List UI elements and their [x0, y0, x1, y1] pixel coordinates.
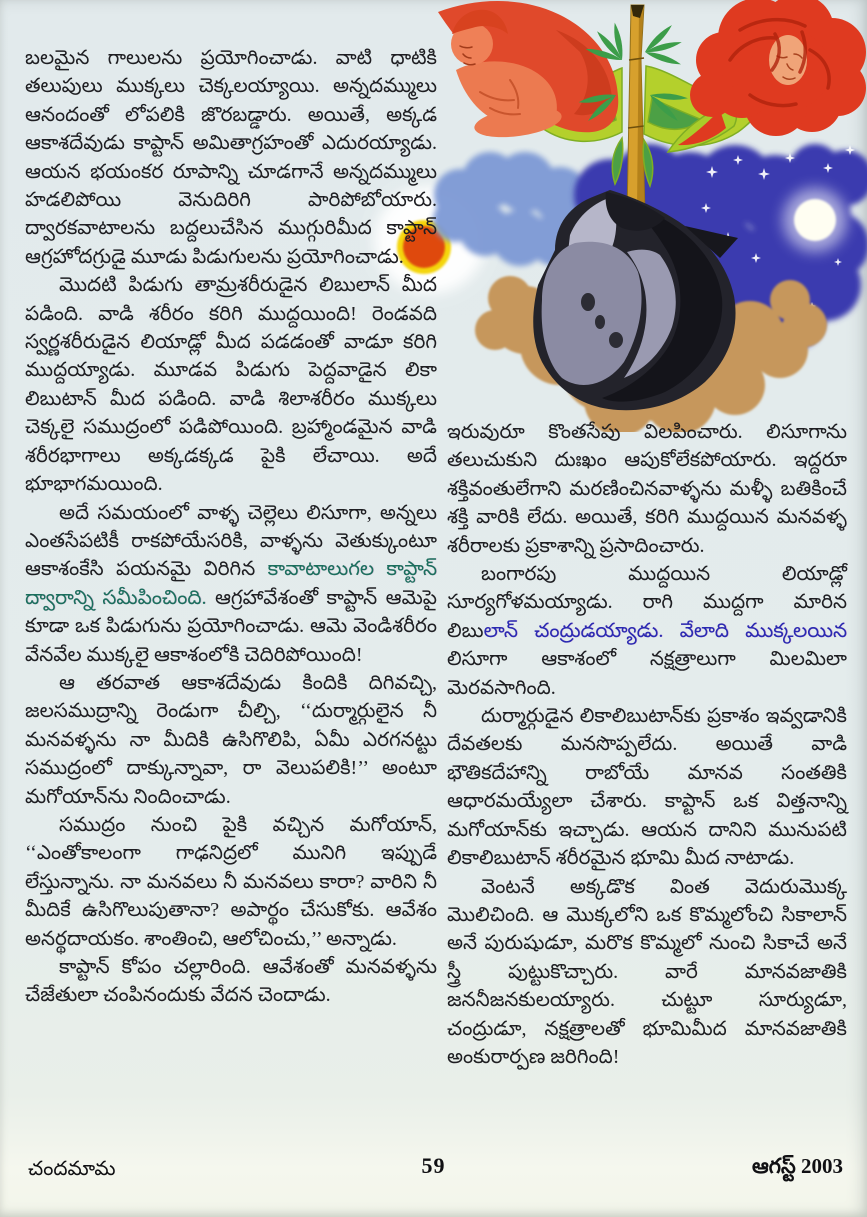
story-paragraph: వెంటనే అక్కడొక వింత వెదురుమొక్క మొలిచింది. ఆ మొక్కలోని ఒక కొమ్మలోంచి సికాలాన్ అనే పురుషుడూ, మరొక కొమ్మలో నుంచి సికాచే అనే స్త్రీ పుట్టుకొచ్చారు. వారే మానవజాతికి జననీజనకులయ్యారు. చుట్టూ సూర్యుడూ, చంద్రుడూ, నక్షత్రాలతో భూమిమీద మానవజాతికి అంకురార్పణ జరిగింది! — [447, 875, 847, 1068]
story-paragraph — [447, 560, 847, 702]
issue-date: ఆగస్ట్ 2003 — [752, 1154, 843, 1178]
story-paragraph — [25, 499, 437, 669]
footer — [0, 1150, 867, 1190]
sea-mother-figure — [678, 0, 866, 145]
story-paragraph: కాప్టాన్ కోపం చల్లారింది. ఆవేశంతో మనవళ్ళను చేజేతులా చంపినందుకు వేదన చెందాడు. — [25, 956, 437, 1007]
story-paragraph: బలమైన గాలులను ప్రయోగించాడు. వాటి ధాటికి తలుపులు ముక్కలు చెక్కలయ్యాయి. అన్నదమ్ములు ఆనందంతో లోపలికి జొరబడ్డారు. అయితే, అక్కడ ఆకాశదేవుడు కాప్టాన్ అమితాగ్రహంతో ఎదురయ్యాడు. ఆయన భయంకర రూపాన్ని చూడగానే అన్నదమ్ములు హడలిపోయి వెనుదిరిగి పారిపోబోయారు. ద్వారకవాటాలను బద్దలుచేసిన ముగ్గురిమీద కాప్టాన్ ఆగ్రహోదగ్రుడై మూడు పిడుగులను ప్రయోగించాడు. — [25, 47, 437, 268]
moon-icon — [783, 188, 847, 252]
story-paragraph: మొదటి పిడుగు తామ్రశరీరుడైన లిబులాన్ మీద పడింది. వాడి శరీరం కరిగి ముద్దయింది! రెండవది స్వర్ణశరీరుడైన లియాడ్లో మీద పడడంతో వాడూ కరిగి ముద్దయ్యాడు. మూడవ పిడుగు పెద్దవాడైన లికా లిబుటాన్ మీద పడింది. వాడి శిలాశరీరం ముక్కలు చెక్కలై సముద్రంలో పడిపోయింది. బ్రహ్మాండమైన వాడి శరీరభాగాలు అక్కడక్కడ పైకి లేచాయి. అదే భూభాగమయింది. — [25, 274, 437, 496]
paragraph-text: లిసూగా ఆకాశంలో నక్షత్రాలుగా మిలమిలా మెరవసాగింది. — [447, 648, 847, 699]
magazine-name: చందమామ — [28, 1158, 116, 1180]
sky-father-figure — [438, 1, 618, 142]
paragraph-text-tinted: లాన్ చంద్రుడయ్యాడు. వేలాది ముక్కలయిన — [483, 619, 847, 642]
story-paragraph: ఇరువురూ కొంతసేపు విలపించారు. లిసూగాను తలుచుకుని దుఃఖం ఆపుకోలేకపోయారు. ఇద్దరూ శక్తివంతులేగాని మరణించినవాళ్ళను మళ్ళీ బతికించే శక్తి వారికి లేదు. అయితే, కరిగి ముద్దయిన మనవళ్ళ శరీరాలకు ప్రకాశాన్ని ప్రసాదించారు. — [447, 421, 847, 557]
text-column-right — [447, 418, 847, 1071]
paragraph-text: ఆగ్రహావేశంతో కాప్టాన్ ఆమెపై కూడా ఒక పిడుగును ప్రయోగించాడు. ఆమె వెండిశరీరం వేనవేల ముక్కలై ఆకాశంలోకి చెదిరిపోయింది! — [25, 586, 437, 666]
paragraph-text-tinted: కావాటాలుగల కాప్టాన్ ద్వారాన్ని సమీపించింది. — [25, 558, 438, 609]
paragraph-text: బంగారపు ముద్దయిన లియాడ్లో సూర్యగోళమయ్యాడు. రాగి ముద్దగా మారిన లిబు — [447, 563, 847, 642]
bamboo-stalk — [627, 5, 645, 215]
text-column-left — [25, 44, 437, 1010]
page-number: 59 — [421, 1153, 446, 1178]
story-paragraph: సముద్రం నుంచి పైకి వచ్చిన మగోయాన్, ‘‘ఎంతోకాలంగా గాఢనిద్రలో మునిగి ఇప్పుడే లేస్తున్నాను. నా మనవలు నీ మనవలు కారా? వారిని నీ మీదికే ఉసిగొలుపుతానా? అపార్థం చేసుకోకు. ఆవేశం అనర్థదాయకం. శాంతించి, ఆలోచించు,’’ అన్నాడు. — [25, 813, 437, 950]
story-paragraph: దుర్మార్గుడైన లికాలిబుటాన్‌కు ప్రకాశం ఇవ్వడానికి దేవతలకు మనసొప్పలేదు. అయితే వాడి భౌతికదేహాన్ని రాబోయే మానవ సంతతికి ఆధారమయ్యేలా చేశారు. కాప్టాన్ ఒక విత్తనాన్ని మగోయాన్‌కు ఇచ్చాడు. ఆయన దానిని మునుపటి లికాలిబుటాన్ శరీరమైన భూమి మీద నాటాడు. — [447, 705, 847, 870]
paragraph-text: అదే సమయంలో వాళ్ళ చెల్లెలు లిసూగా, అన్నలు ఎంతసేపటికీ రాకపోయేసరికి, వాళ్ళను వెతుక్కుంటూ ఆకాశంకేసి పయనమై విరిగిన — [25, 501, 437, 581]
story-paragraph: ఆ తరవాత ఆకాశదేవుడు కిందికి దిగివచ్చి, జలసముద్రాన్ని రెండుగా చీల్చి, ‘‘దుర్మార్గులైన నీ మనవళ్ళను నా మీదికి ఉసిగొలిపి, ఏమీ ఎరగనట్టు సముద్రంలో దాక్కున్నావా, రా వెలుపలికి!’’ అంటూ మగోయాన్‌ను నిందించాడు. — [25, 671, 437, 808]
